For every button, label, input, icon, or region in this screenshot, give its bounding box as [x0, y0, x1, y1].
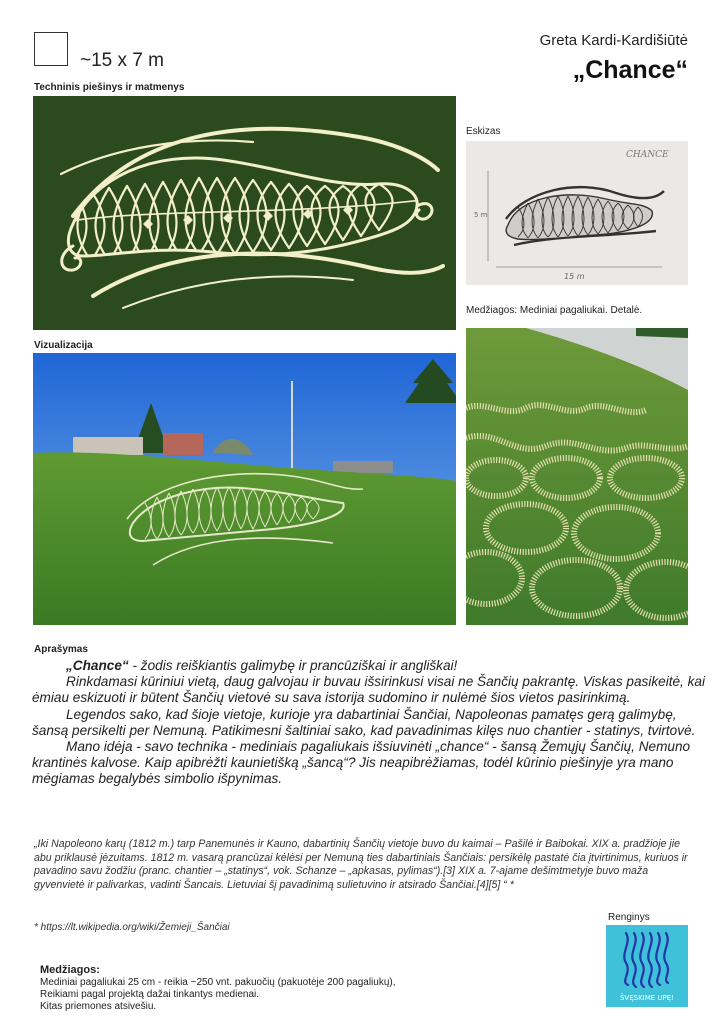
materials-line: Mediniai pagaliukai 25 cm - reikia ~250 vnt. pakuočių (pakuotėje 200 pagaliukų),: [40, 977, 396, 988]
description-p2: Rinkdamasi kūriniui vietą, daug galvojau ir buvau išsirinkusi visai ne Šančių pakrantę. Viskas pasikeitė, kai ėmiau eskizuoti ir būtent Šančių vietovė su sava istorija sudomino ir nulėmė šios vietos pasirinkimą.: [32, 674, 705, 706]
materials-photo-label: Medžiagos: Mediniai pagaliukai. Detalė.: [466, 305, 643, 316]
event-logo: [606, 925, 688, 1007]
technical-drawing-panel: [33, 96, 456, 330]
materials-line: Reikiami pagal projektą dažai tinkantys medienai.: [40, 989, 260, 1000]
sketch-drawing: [466, 141, 688, 285]
infinity-motif-drawing: [33, 96, 456, 330]
author-name: Greta Kardi-Kardišiūtė: [539, 32, 688, 49]
logo-text: ŠVĘSKIME UPĘ!: [619, 994, 675, 1002]
description-text: [32, 658, 706, 788]
description-p1: - žodis reiškiantis galimybę ir prancūziškai ir angliškai!: [128, 658, 458, 673]
sketch-label: Eskizas: [466, 126, 501, 137]
sketch-height-label: 5 m: [474, 211, 488, 219]
source-link[interactable]: * https://lt.wikipedia.org/wiki/Žemieji_Šančiai: [34, 922, 230, 933]
technical-drawing-label: Techninis piešinys ir matmenys: [34, 82, 185, 93]
materials-heading: Medžiagos:: [40, 964, 100, 976]
event-label: Renginys: [608, 912, 650, 923]
materials-list: [40, 964, 396, 1013]
materials-line: Kitas priemones atsivešiu.: [40, 1001, 157, 1012]
dimensions-text: ~15 x 7 m: [80, 50, 164, 71]
sketch-note-text: CHANCE: [626, 150, 669, 160]
sketch-panel: [466, 141, 688, 285]
description-heading: Aprašymas: [34, 644, 88, 655]
materials-detail-photo: [466, 328, 688, 625]
wave-logo-icon: [606, 925, 688, 1007]
history-quote: „Iki Napoleono karų (1812 m.) tarp Panemunės ir Kauno, dabartinių Šančių vietoje buvo du kaimai – Pašilė ir Baibokai. XIX a. pradžioje jie abu priklausė jėzuitams. 1812 m. vasarą prancūzai kėlėsi per Nemuną ties dabartiniais Šančiais: persikėlę pastatė čia įtvirtinimus, kuriuos ir pavadino savu žodžiu (pranc. chantier – „statinys“, vok. Schanze – „apkasas, pylimas“).[3] XIX a. 7-ajame dešimtmetyje buvo maža gyvenvietė ir palivarkas, vadinti Šancais. Lietuviai šį pavadinimą sulietuvino ir atsirado Šančiai.[4][5] “ *: [34, 838, 688, 891]
description-lead: „Chance“: [66, 658, 129, 673]
description-p3: Legendos sako, kad šioje vietoje, kurioje yra dabartiniai Šančiai, Napoleonas pamatęs gerą galimybę, šansą persikelti per Nemuną. Patikimesni šaltiniai sako, kad pavadinimas kilęs nuo chantier - statinys, tvirtovė.: [32, 706, 696, 738]
visualization-label: Vizualizacija: [34, 340, 93, 351]
scale-square-icon: [34, 32, 68, 66]
description-p4: Mano idėja - savo technika - mediniais pagaliukais išsiuvinėti „chance“ - šansą Žemųjų Šančių, Nemuno krantinės kalvose. Kaip apibrėžti kaunietišką „šancą“? Jis neapibrėžiamas, todėl kūrinio piešinyje yra mano mėgiamas begalybės simbolio išpynimas.: [32, 739, 691, 787]
visualization-photo: [33, 353, 456, 625]
sketch-width-label: 15 m: [564, 272, 585, 281]
artwork-title: „Chance“: [572, 56, 688, 84]
